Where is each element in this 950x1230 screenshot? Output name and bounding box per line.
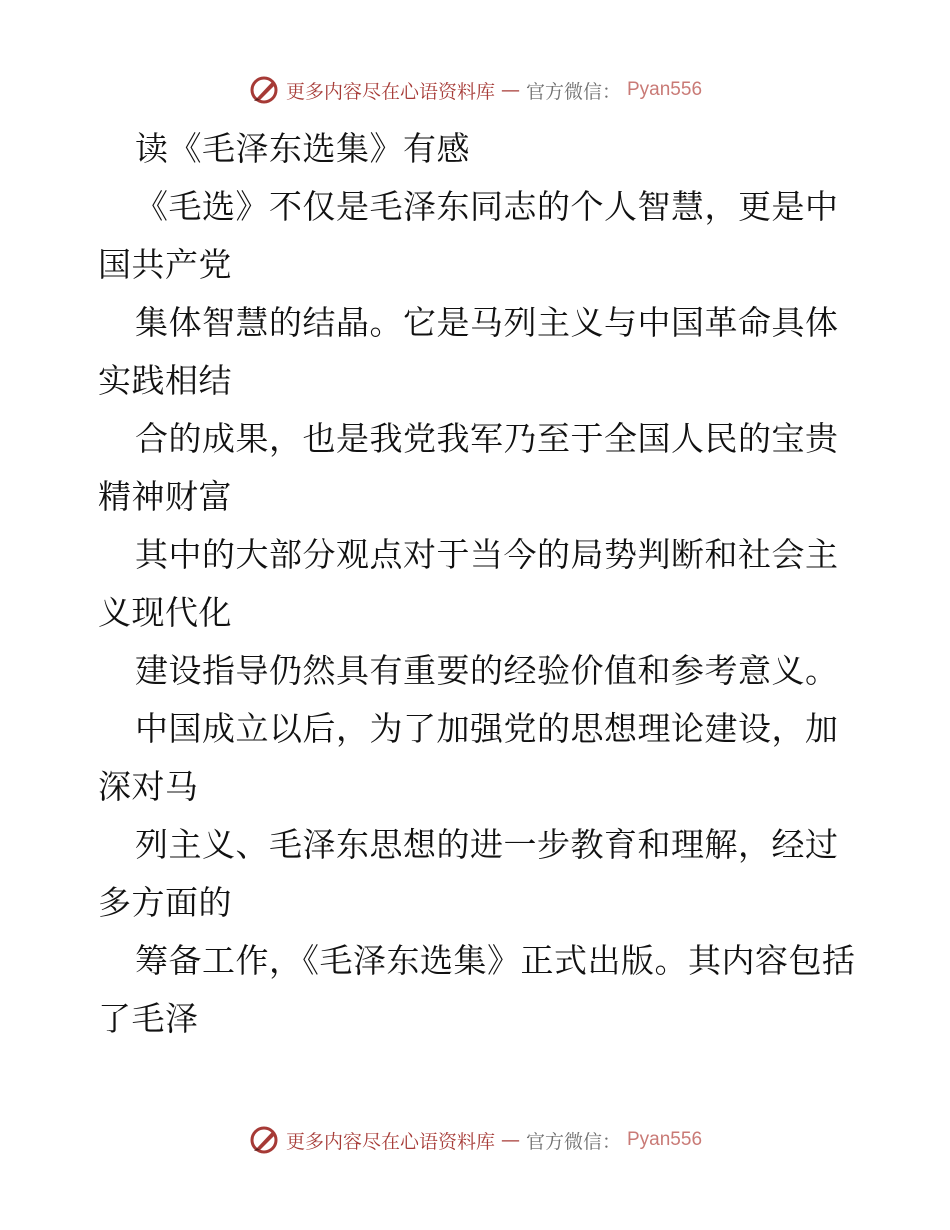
paragraph-title: 读《毛泽东选集》有感 — [135, 129, 470, 168]
footer-handle: Pyan556 — [627, 1129, 703, 1150]
footer-official-label: 官方微信： — [525, 1130, 621, 1153]
footer-dash: — — [500, 1129, 520, 1151]
paragraph: 《毛选》不仅是毛泽东同志的个人智慧，更是中国共产党 — [98, 187, 839, 284]
paragraph: 筹备工作，《毛泽东选集》正式出版。其内容包括了毛泽 — [98, 941, 856, 1038]
pen-logo-icon — [248, 1124, 280, 1156]
footer-site-text: 更多内容尽在心语资料库 — [285, 1130, 495, 1153]
document-body — [98, 120, 858, 1048]
header-handle: Pyan556 — [627, 79, 703, 100]
header-banner-inner — [248, 74, 702, 106]
footer-banner-inner — [248, 1124, 702, 1156]
paragraph: 其中的大部分观点对于当今的局势判断和社会主义现代化 — [98, 535, 839, 632]
header-dash: — — [500, 79, 520, 101]
footer-banner — [0, 1120, 950, 1160]
paragraph: 列主义、毛泽东思想的进一步教育和理解，经过多方面的 — [98, 825, 839, 922]
header-official-label: 官方微信： — [525, 80, 621, 103]
paragraph: 合的成果，也是我党我军乃至于全国人民的宝贵精神财富 — [98, 419, 839, 516]
paragraph: 建设指导仍然具有重要的经验价值和参考意义。 — [135, 651, 839, 690]
header-banner — [0, 70, 950, 110]
pen-logo-icon — [248, 74, 280, 106]
paragraph: 中国成立以后，为了加强党的思想理论建设，加深对马 — [98, 709, 839, 806]
header-site-text: 更多内容尽在心语资料库 — [285, 80, 495, 103]
paragraph: 集体智慧的结晶。它是马列主义与中国革命具体实践相结 — [98, 303, 839, 400]
